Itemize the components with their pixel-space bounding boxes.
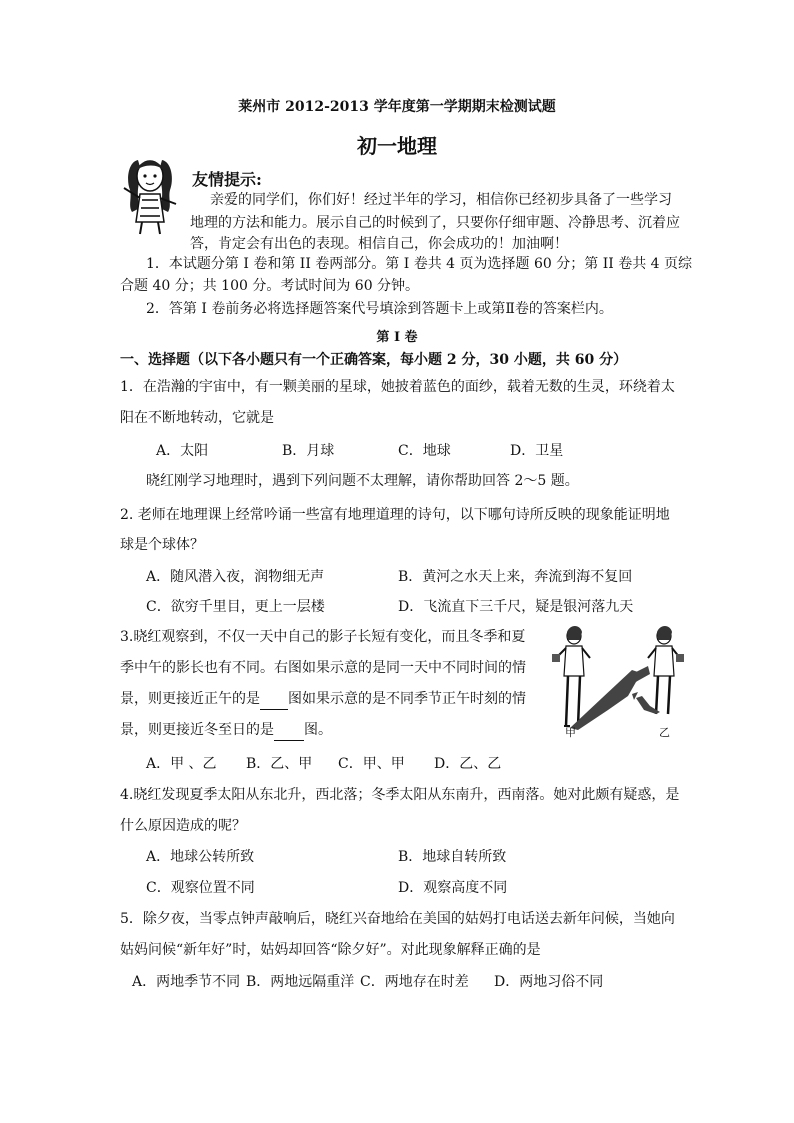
figure-yi-girl — [648, 626, 684, 714]
q2-option-a: A．随风潜入夜，润物细无声 — [146, 569, 325, 585]
cartoon-girl-illustration — [118, 152, 184, 236]
q3-answer-blank-2[interactable] — [274, 720, 304, 741]
tips-line-1: 亲爱的同学们，你们好！经过半年的学习，相信你已经初步具备了一些学习 — [210, 192, 672, 208]
q2-option-b: B．黄河之水天上来，奔流到海不复回 — [398, 569, 633, 585]
q4-stem-line-2: 什么原因造成的呢？ — [120, 818, 246, 834]
q2-stem-line-1: 2. 老师在地理课上经常吟诵一些富有地理道理的诗句，以下哪句诗所反映的现象能证明地 — [120, 507, 670, 523]
q1-option-a: A．太阳 — [156, 443, 209, 459]
q5-option-c: C．两地存在时差 — [360, 974, 469, 990]
q4-stem-line-1: 4.晓红发现夏季太阳从东北升，西北落；冬季太阳从东南升，西南落。她对此颇有疑惑，是 — [120, 787, 680, 803]
q3-stem-line-3 — [120, 689, 526, 710]
q5-option-b: B．两地远隔重洋 — [246, 974, 355, 990]
q3-line-4-start: 景，则更接近冬至日的是 — [120, 722, 274, 738]
q1-option-b: B．月球 — [282, 443, 335, 459]
q5-option-a: A．两地季节不同 — [132, 974, 241, 990]
q3-option-d: D．乙、乙 — [434, 756, 502, 772]
q3-option-b: B．乙、甲 — [246, 756, 313, 772]
section-title: 第 I 卷 — [376, 330, 418, 345]
q4-option-b: B．地球自转所致 — [398, 849, 507, 865]
q3-option-a: A．甲 、乙 — [146, 756, 217, 772]
q5-option-d: D．两地习俗不同 — [494, 974, 604, 990]
note-1-line-1: 1．本试题分第 I 卷和第 II 卷两部分。第 I 卷共 4 页为选择题 60 分；第 II 卷共 4 页综 — [146, 256, 693, 272]
q3-stem-line-2: 季中午的影长也有不同。右图如果示意的是同一天中不同时间的情 — [120, 660, 526, 676]
q3-answer-blank-1[interactable] — [260, 689, 288, 710]
note-1-line-2: 合题 40 分；共 100 分。考试时间为 60 分钟。 — [120, 278, 420, 294]
q3-stem-line-4 — [120, 720, 332, 741]
q4-option-c: C．观察位置不同 — [146, 880, 255, 896]
q3-line-4-end: 图。 — [304, 722, 332, 738]
q3-option-c: C．甲、甲 — [338, 756, 405, 772]
figure-label-jia: 甲 — [565, 726, 576, 739]
q2-option-d: D．飞流直下三千尺，疑是银河落九天 — [398, 599, 634, 615]
q3-line-3-start: 景，则更接近正午的是 — [120, 691, 260, 707]
note-2: 2．答第 I 卷前务必将选择题答案代号填涂到答题卡上或第Ⅱ卷的答案栏内。 — [146, 301, 613, 317]
q1-option-c: C．地球 — [398, 443, 451, 459]
tips-heading: 友情提示: — [192, 170, 262, 189]
figure-label-yi: 乙 — [659, 726, 670, 739]
q2-option-c: C．欲穷千里目，更上一层楼 — [146, 599, 325, 615]
tips-line-2: 地理的方法和能力。展示自己的时候到了，只要你仔细审题、冷静思考、沉着应 — [190, 215, 680, 231]
exam-title: 莱州市 2012-2013 学年度第一学期期末检测试题 — [238, 99, 556, 115]
shadow-figure — [532, 626, 702, 746]
subject-title: 初一地理 — [357, 134, 437, 158]
tips-line-3: 答，肯定会有出色的表现。相信自己，你会成功的！加油啊！ — [190, 236, 568, 252]
figure-jia-girl — [552, 626, 590, 726]
q2-stem-line-2: 球是个球体？ — [120, 537, 204, 553]
q1-option-d: D．卫星 — [510, 443, 564, 459]
q5-stem-line-2: 姑妈问候“新年好”时，姑妈却回答“除夕好”。对此现象解释正确的是 — [120, 942, 541, 958]
q4-option-a: A．地球公转所致 — [146, 849, 255, 865]
q5-stem-line-1: 5．除夕夜，当零点钟声敲响后，晓红兴奋地给在美国的姑妈打电话送去新年问候，当她向 — [120, 911, 675, 927]
part-one-heading: 一、选择题（以下各小题只有一个正确答案，每小题 2 分，30 小题，共 60 分） — [120, 352, 628, 368]
q3-line-3-end: 图如果示意的是不同季节正午时刻的情 — [288, 691, 526, 707]
q4-option-d: D．观察高度不同 — [398, 880, 508, 896]
intro-q2-5: 晓红刚学习地理时，遇到下列问题不太理解，请你帮助回答 2～5 题。 — [146, 473, 579, 489]
q1-stem-line-2: 阳在不断地转动，它就是 — [120, 410, 274, 426]
q1-stem-line-1: 1．在浩瀚的宇宙中，有一颗美丽的星球，她披着蓝色的面纱，载着无数的生灵，环绕着太 — [120, 379, 675, 395]
q3-stem-line-1: 3.晓红观察到，不仅一天中自己的影子长短有变化，而且冬季和夏 — [120, 629, 526, 645]
